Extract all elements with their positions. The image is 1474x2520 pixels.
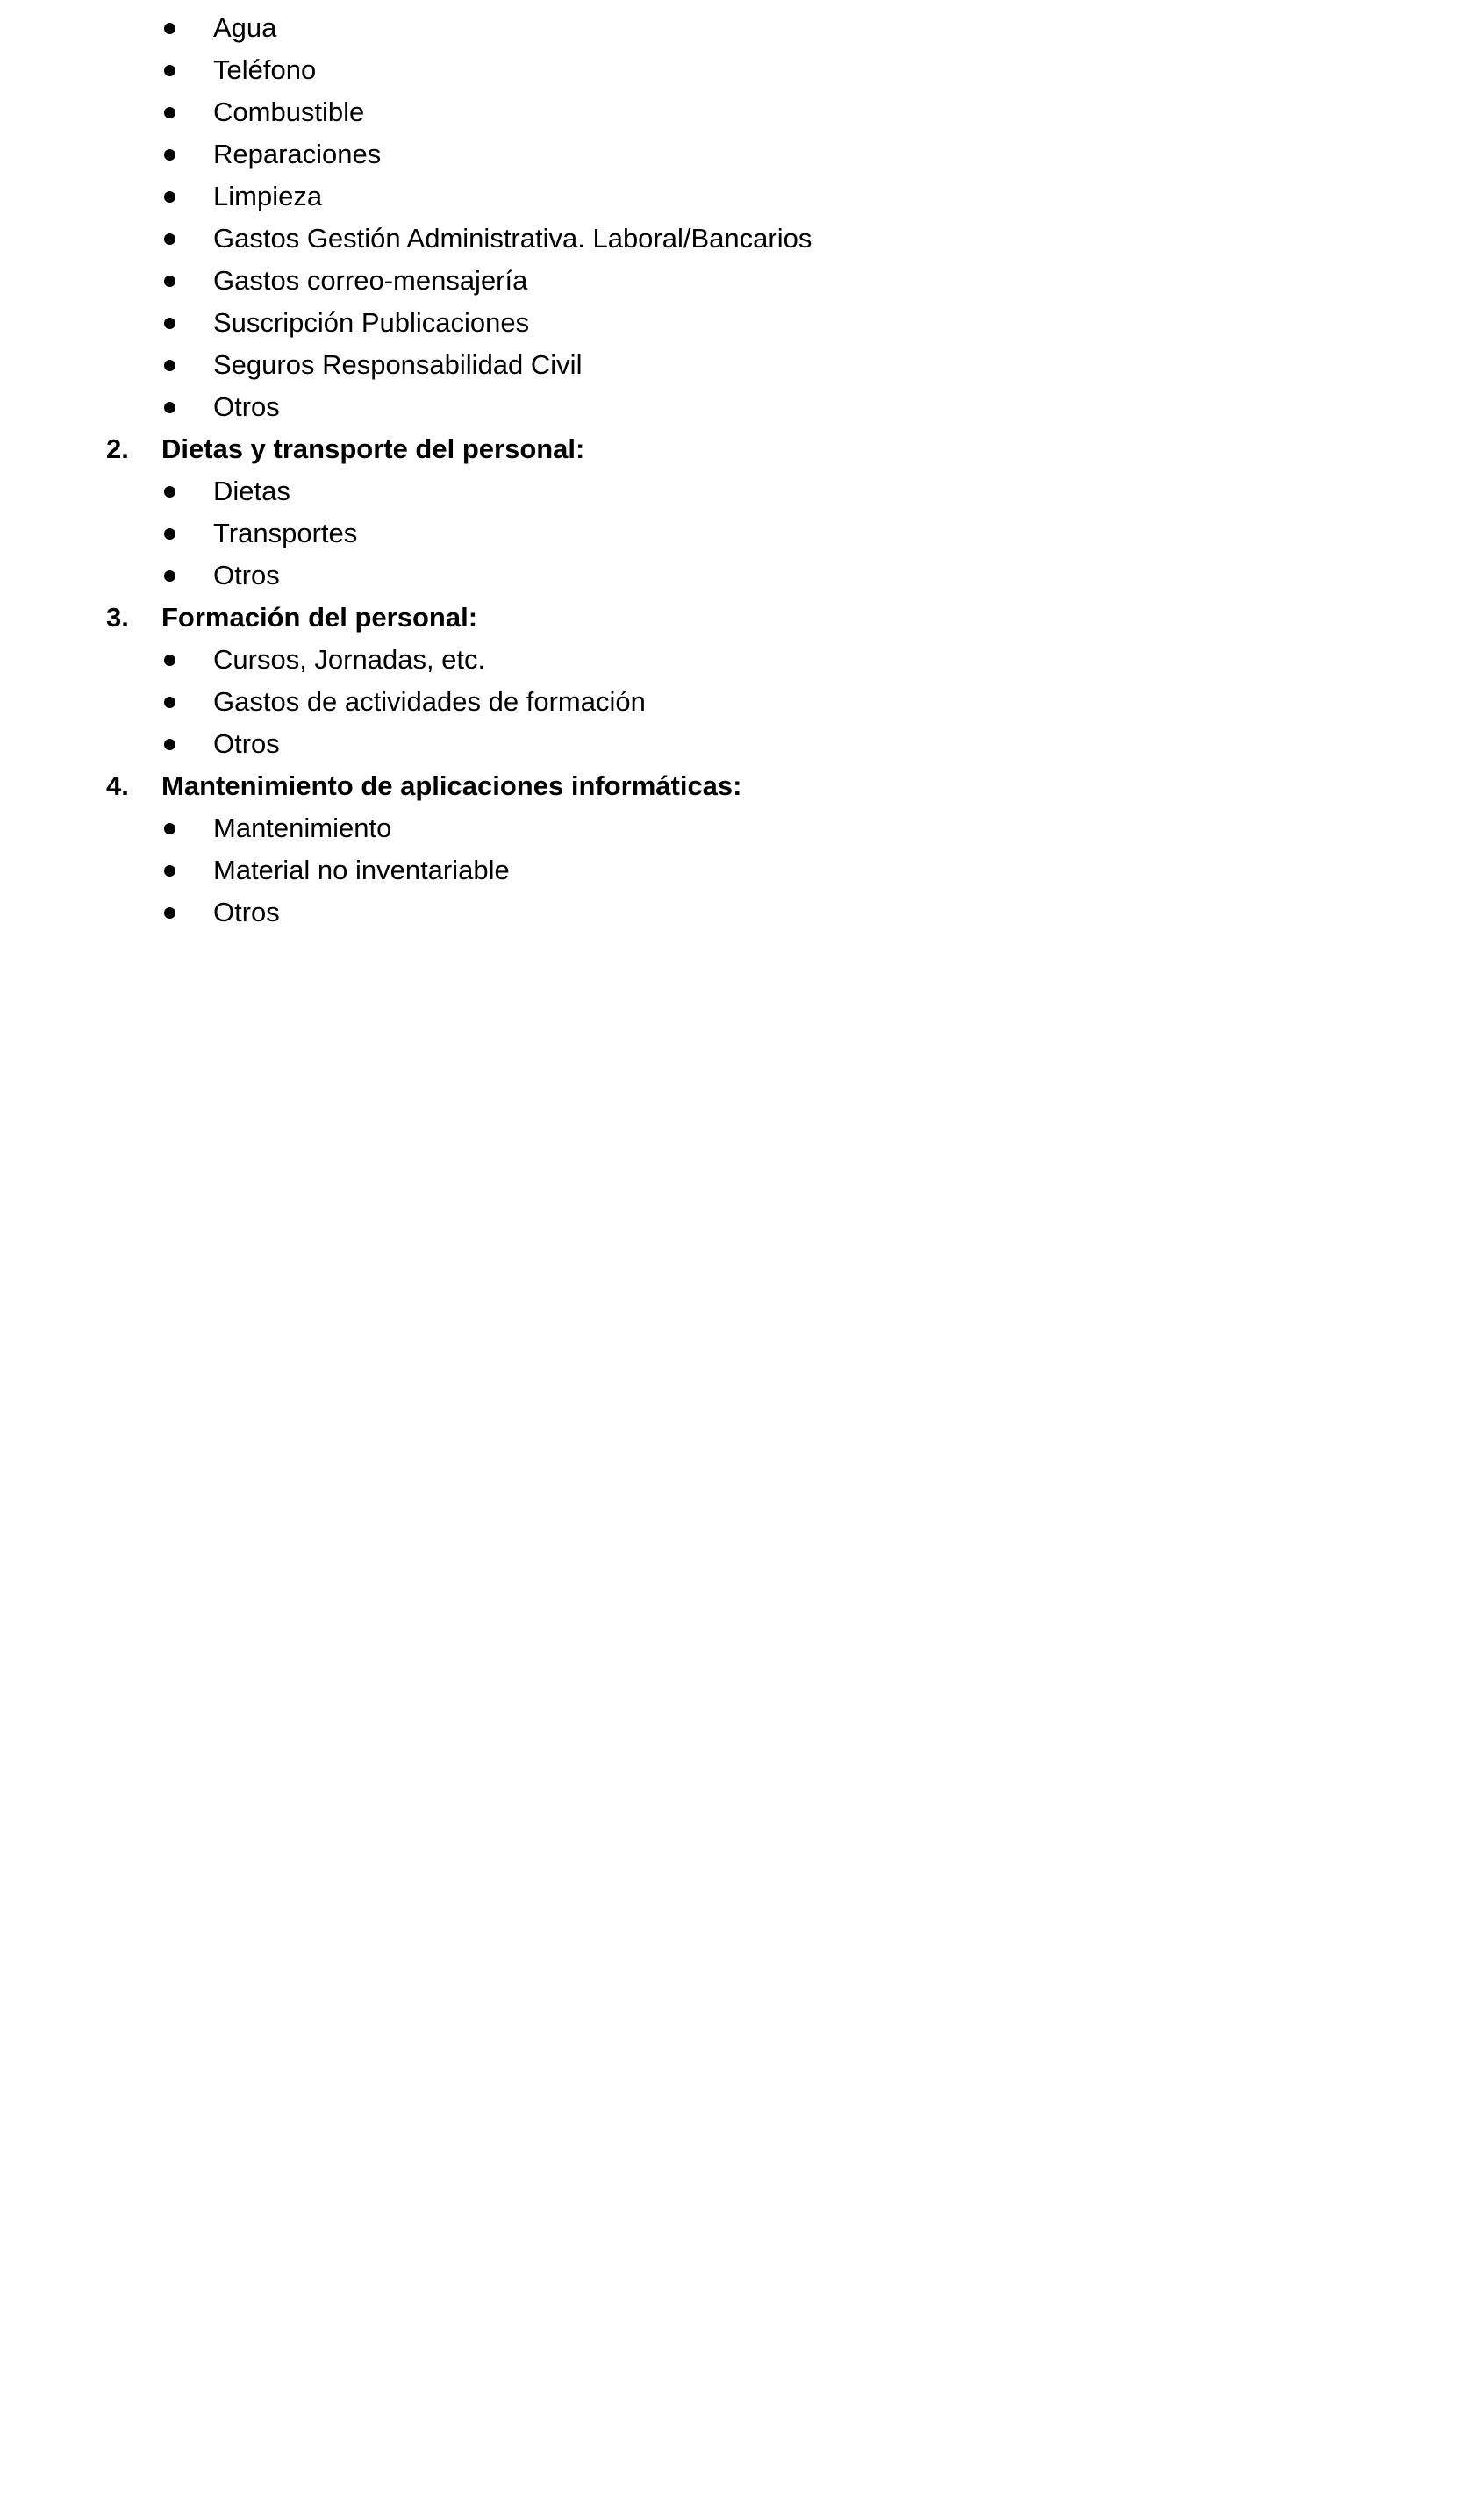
list-item-text: Seguros Responsabilidad Civil [213, 349, 583, 380]
bullet-icon [164, 149, 175, 161]
list-item-text: Mantenimiento [213, 813, 392, 843]
list-item-text: Suscripción Publicaciones [213, 307, 530, 338]
list-item [0, 49, 1474, 91]
list-item [0, 302, 1474, 344]
list-item [0, 723, 1474, 765]
list-item [0, 849, 1474, 891]
section-heading [0, 428, 1474, 470]
list-item-text: Transportes [213, 518, 358, 548]
bullet-icon [164, 65, 175, 76]
section-title: Mantenimiento de aplicaciones informáticas: [161, 770, 742, 801]
section-heading [0, 597, 1474, 639]
list-item [0, 386, 1474, 428]
list-item [0, 681, 1474, 723]
list-item [0, 260, 1474, 302]
list-item [0, 133, 1474, 175]
list-item-text: Gastos Gestión Administrativa. Laboral/Bancarios [213, 223, 812, 254]
bullet-icon [164, 276, 175, 287]
list-item-text: Dietas [213, 476, 290, 506]
section-number: 4. [106, 770, 129, 801]
list-item [0, 470, 1474, 512]
list-item-text: Otros [213, 391, 280, 422]
bullet-icon [164, 23, 175, 34]
bullet-icon [164, 570, 175, 582]
list-item [0, 512, 1474, 555]
list-item-text: Cursos, Jornadas, etc. [213, 644, 486, 675]
list-item [0, 218, 1474, 260]
bullet-icon [164, 191, 175, 203]
bullet-icon [164, 233, 175, 245]
list-item [0, 175, 1474, 218]
list-item [0, 891, 1474, 934]
bullet-icon [164, 697, 175, 708]
list-item-text: Otros [213, 560, 280, 591]
list-item [0, 91, 1474, 133]
list-item [0, 807, 1474, 849]
bullet-icon [164, 318, 175, 329]
list-item [0, 639, 1474, 681]
section-number: 3. [106, 602, 129, 633]
section-heading [0, 765, 1474, 807]
bullet-icon [164, 486, 175, 498]
bullet-icon [164, 865, 175, 877]
list-item-text: Material no inventariable [213, 855, 510, 885]
list-item-text: Reparaciones [213, 139, 382, 169]
bullet-icon [164, 823, 175, 834]
list-item-text: Limpieza [213, 181, 323, 211]
list-item [0, 555, 1474, 597]
bullet-icon [164, 107, 175, 118]
bullet-icon [164, 528, 175, 540]
bullet-icon [164, 907, 175, 919]
list-item-text: Agua [213, 12, 277, 43]
bullet-icon [164, 402, 175, 413]
list-item-text: Otros [213, 897, 280, 927]
list-item-text: Teléfono [213, 54, 317, 85]
bullet-icon [164, 360, 175, 371]
list-item-text: Gastos correo-mensajería [213, 265, 528, 296]
section-title: Dietas y transporte del personal: [161, 433, 585, 464]
section-number: 2. [106, 433, 129, 464]
list-item [0, 7, 1474, 49]
list-item-text: Gastos de actividades de formación [213, 686, 646, 717]
list-item [0, 344, 1474, 386]
bullet-icon [164, 655, 175, 666]
section-title: Formación del personal: [161, 602, 478, 633]
list-item-text: Otros [213, 728, 280, 759]
list-item-text: Combustible [213, 97, 365, 127]
bullet-icon [164, 739, 175, 750]
